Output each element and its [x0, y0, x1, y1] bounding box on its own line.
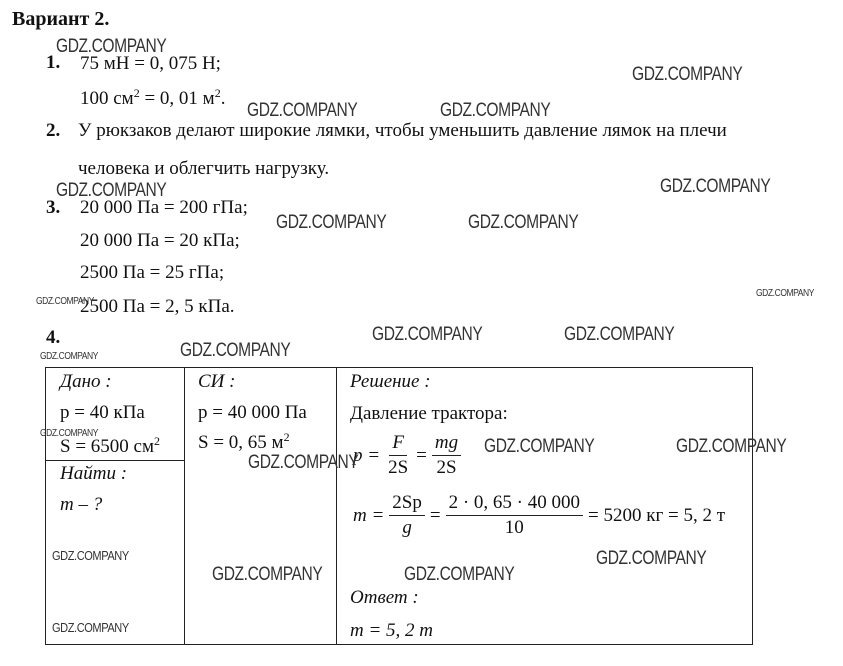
equals-sign: =	[416, 444, 427, 466]
numerator: F	[389, 432, 407, 456]
fraction	[446, 492, 583, 539]
superscript: 2	[154, 434, 160, 448]
numerator: mg	[432, 432, 461, 456]
watermark: GDZ.COMPANY	[180, 340, 291, 361]
item-4-number: 4.	[46, 327, 61, 348]
solution-text: Давление трактора:	[350, 403, 508, 424]
item-3-line-4: 2500 Па = 2, 5 кПа.	[80, 296, 235, 317]
item-2-line-1: У рюкзаков делают широкие лямки, чтобы уменьшить давление лямок на плечи	[78, 120, 727, 141]
formula-pressure	[350, 432, 463, 479]
watermark: GDZ.COMPANY	[440, 100, 551, 121]
fraction	[432, 432, 461, 479]
table-divider	[336, 368, 337, 644]
given-pressure: p = 40 кПа	[60, 402, 145, 423]
watermark: GDZ.COMPANY	[56, 36, 167, 57]
find-header: Найти :	[60, 463, 128, 484]
answer-header: Ответ :	[350, 587, 419, 608]
watermark: GDZ.COMPANY	[36, 296, 94, 307]
si-area-value: S = 0, 65 м	[198, 432, 284, 453]
watermark: GDZ.COMPANY	[676, 436, 787, 457]
watermark: GDZ.COMPANY	[52, 620, 129, 635]
watermark: GDZ.COMPANY	[756, 288, 814, 299]
solution-table	[45, 367, 753, 645]
item-1-line-1: 75 мН = 0, 075 Н;	[80, 53, 221, 74]
watermark: GDZ.COMPANY	[56, 180, 167, 201]
watermark: GDZ.COMPANY	[247, 100, 358, 121]
page-title: Вариант 2.	[12, 8, 110, 30]
find-mass: m – ?	[60, 494, 103, 515]
fraction	[385, 432, 411, 479]
denominator: 2S	[436, 457, 457, 478]
item-1-period: .	[220, 88, 226, 109]
equals-sign: =	[429, 504, 441, 526]
fraction	[389, 492, 425, 539]
solution-header: Решение :	[350, 371, 431, 392]
item-1-number: 1.	[46, 52, 61, 73]
item-3-line-2: 20 000 Па = 20 кПа;	[80, 230, 240, 251]
numerator: 2Sp	[389, 492, 425, 516]
superscript: 2	[214, 86, 221, 100]
watermark: GDZ.COMPANY	[212, 564, 323, 585]
watermark: GDZ.COMPANY	[276, 212, 387, 233]
table-divider	[184, 368, 185, 644]
si-area	[198, 432, 290, 454]
watermark: GDZ.COMPANY	[632, 64, 743, 85]
numerator: 2 · 0, 65 · 40 000	[446, 492, 583, 516]
item-3-number: 3.	[46, 197, 61, 218]
superscript: 2	[133, 86, 140, 100]
item-1-area-m: = 0, 01 м	[139, 88, 215, 109]
item-1-line-2	[80, 88, 225, 110]
item-3-line-3: 2500 Па = 25 гПа;	[80, 262, 225, 283]
watermark: GDZ.COMPANY	[404, 564, 515, 585]
watermark: GDZ.COMPANY	[564, 324, 675, 345]
watermark: GDZ.COMPANY	[596, 548, 707, 569]
given-area	[60, 436, 160, 458]
watermark: GDZ.COMPANY	[40, 428, 98, 439]
formula-lhs: p =	[353, 444, 381, 466]
denominator: g	[402, 517, 412, 538]
given-area-value: S = 6500 см	[60, 436, 154, 457]
watermark: GDZ.COMPANY	[248, 452, 359, 473]
watermark: GDZ.COMPANY	[468, 212, 579, 233]
item-2-line-2: человека и облегчить нагрузку.	[78, 158, 330, 179]
watermark: GDZ.COMPANY	[372, 324, 483, 345]
watermark: GDZ.COMPANY	[660, 176, 771, 197]
watermark: GDZ.COMPANY	[40, 351, 98, 362]
si-pressure: p = 40 000 Па	[198, 402, 307, 423]
denominator: 10	[504, 517, 524, 538]
given-header: Дано :	[60, 371, 112, 392]
item-1-area-cm: 100 см	[80, 88, 134, 109]
item-2-number: 2.	[46, 120, 61, 141]
watermark: GDZ.COMPANY	[52, 548, 129, 563]
item-3-line-1: 20 000 Па = 200 гПа;	[80, 197, 248, 218]
superscript: 2	[283, 430, 290, 444]
formula-mass	[350, 492, 728, 539]
answer-value: m = 5, 2 т	[350, 620, 434, 641]
formula-lhs: m =	[353, 504, 385, 526]
denominator: 2S	[388, 457, 409, 478]
si-header: СИ :	[198, 371, 236, 392]
watermark: GDZ.COMPANY	[484, 436, 595, 457]
formula-result: = 5200 кг = 5, 2 т	[588, 504, 726, 526]
table-divider	[46, 460, 184, 461]
